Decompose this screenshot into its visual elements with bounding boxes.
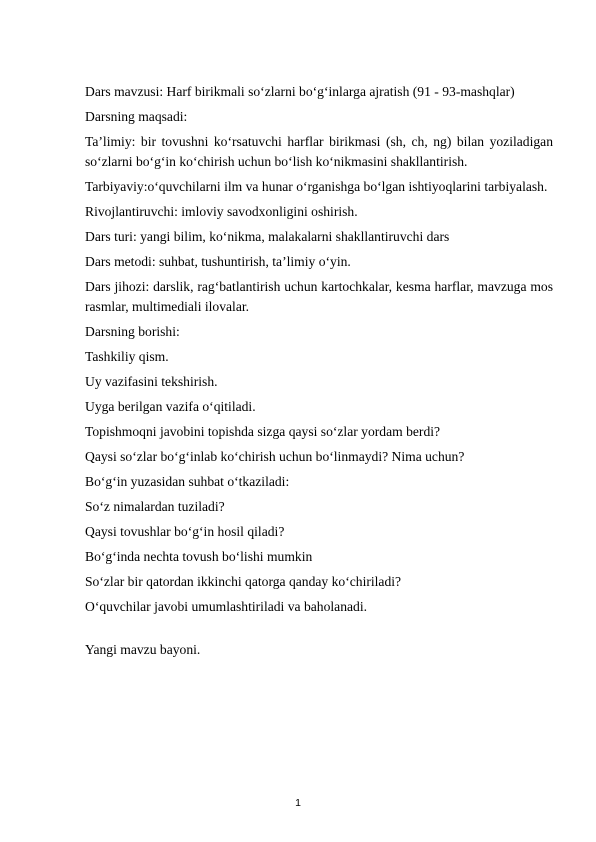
organizational-part: Tashkiliy qism. bbox=[85, 349, 169, 364]
lesson-type: Dars turi: yangi bilim, ko‘nikma, malakalarni shakllantiruvchi dars bbox=[85, 229, 450, 244]
upbringing-goal: Tarbiyaviy:o‘quvchilarni ilm va hunar o‘rganishga bo‘lgan ishtiyoqlarini tarbiyalash. bbox=[85, 179, 548, 194]
developmental-goal: Rivojlantiruvchi: imloviy savodxonligini oshirish. bbox=[85, 204, 358, 219]
question-syllable-sounds: Qaysi tovushlar bo‘g‘in hosil qiladi? bbox=[85, 524, 285, 539]
question-sounds-in-syllable: Bo‘g‘inda nechta tovush bo‘lishi mumkin bbox=[85, 549, 313, 564]
lesson-goals-heading: Darsning maqsadi: bbox=[85, 109, 188, 124]
lesson-method: Dars metodi: suhbat, tushuntirish, ta’limiy o‘yin. bbox=[85, 254, 351, 269]
page-number: 1 bbox=[295, 797, 301, 809]
question-word-composition: So‘z nimalardan tuziladi? bbox=[85, 499, 225, 514]
homework-check: Uy vazifasini tekshirish. bbox=[85, 374, 218, 389]
question-words-not-divided: Qaysi so‘zlar bo‘g‘inlab ko‘chirish uchun bo‘linmaydi? Nima uchun? bbox=[85, 449, 465, 464]
lesson-equipment: Dars jihozi: darslik, rag‘batlantirish uchun kartochkalar, kesma harflar, mavzuga mos rasmlar, multimediali ilovalar. bbox=[85, 279, 553, 314]
lesson-topic: Dars mavzusi: Harf birikmali so‘zlarni bo‘g‘inlarga ajratish (91 - 93-mashqlar) bbox=[85, 84, 515, 99]
answers-summary: O‘quvchilar javobi umumlashtiriladi va baholanadi. bbox=[85, 599, 367, 614]
question-word-hyphenation: So‘zlar bir qatordan ikkinchi qatorga qanday ko‘chiriladi? bbox=[85, 574, 402, 589]
lesson-procedure-heading: Darsning borishi: bbox=[85, 324, 180, 339]
new-topic-heading: Yangi mavzu bayoni. bbox=[85, 642, 201, 657]
homework-reading: Uyga berilgan vazifa o‘qitiladi. bbox=[85, 399, 256, 414]
question-riddle: Topishmoqni javobini topishda sizga qaysi so‘zlar yordam berdi? bbox=[85, 424, 441, 439]
syllable-discussion: Bo‘g‘in yuzasidan suhbat o‘tkaziladi: bbox=[85, 474, 290, 489]
educational-goal: Ta’limiy: bir tovushni ko‘rsatuvchi harflar birikmasi (sh, ch, ng) bilan yoziladigan so‘zlarni bo‘g‘in ko‘chirish uchun bo‘lish ko‘nikmasini shakllantirish. bbox=[85, 134, 553, 169]
document-body bbox=[85, 82, 553, 665]
